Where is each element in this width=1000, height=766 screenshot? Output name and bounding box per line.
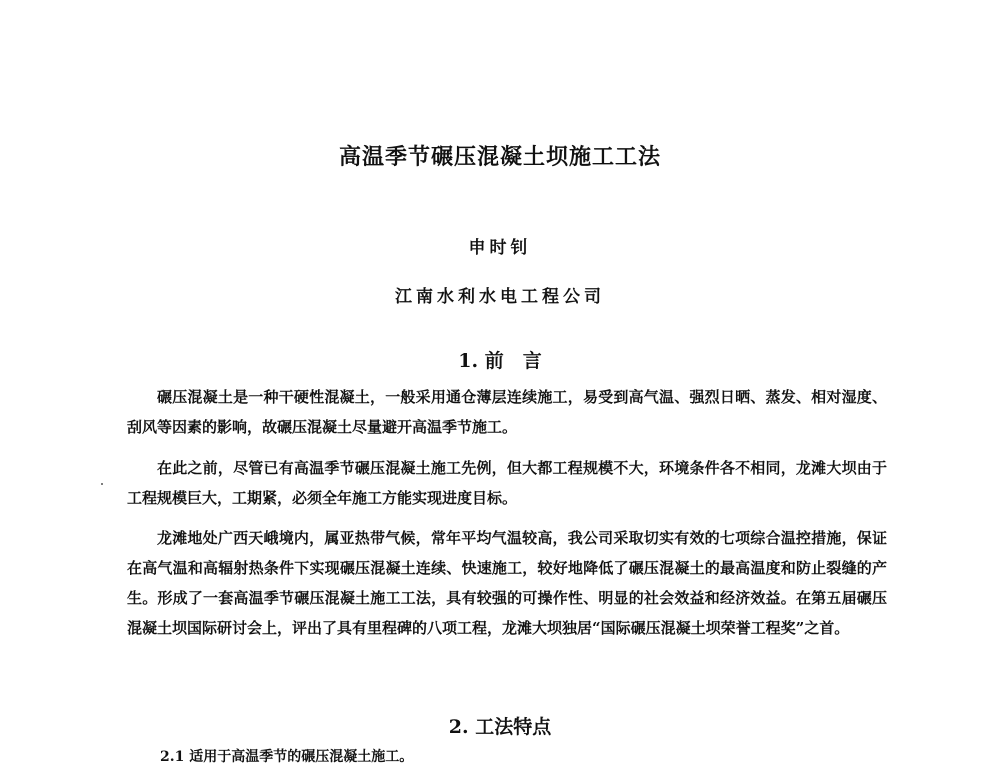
paragraph: 碾压混凝土是一种干硬性混凝土，一般采用通仓薄层连续施工，易受到高气温、强烈日晒、蒸发、相对湿度、刮风等因素的影响，故碾压混凝土尽量避开高温季节施工。	[127, 388, 887, 436]
section-heading-method-features: 2. 工法特点	[448, 716, 552, 738]
author-affiliation: 江南水利水电工程公司	[395, 287, 605, 307]
subsection-item: 2.1 适用于高温季节的碾压混凝土施工。	[160, 749, 414, 765]
paragraph: 在此之前，尽管已有高温季节碾压混凝土施工先例，但大都工程规模不大，环境条件各不相同，龙滩大坝由于工程规模巨大，工期紧，必须全年施工方能实现进度目标。	[127, 459, 887, 507]
scan-speck	[101, 483, 103, 485]
author-name: 申时钊	[468, 238, 532, 258]
paragraph: 龙滩地处广西天峨境内，属亚热带气候，常年平均气温较高，我公司采取切实有效的七项综合温控措施，保证在高气温和高辐射热条件下实现碾压混凝土连续、快速施工，较好地降低了碾压混凝土的最高温度和防止裂缝的产生。形成了一套高温季节碾压混凝土施工工法，具有较强的可操作性、明显的社会效益和经济效益。在第五届碾压混凝土坝国际研讨会上，评出了具有里程碑的八项工程，龙滩大坝独居“国际碾压混凝土坝荣誉工程奖”之首。	[127, 529, 887, 637]
section-heading-preface: 1. 前 言	[458, 350, 542, 372]
document-title: 高温季节碾压混凝土坝施工工法	[338, 145, 661, 170]
